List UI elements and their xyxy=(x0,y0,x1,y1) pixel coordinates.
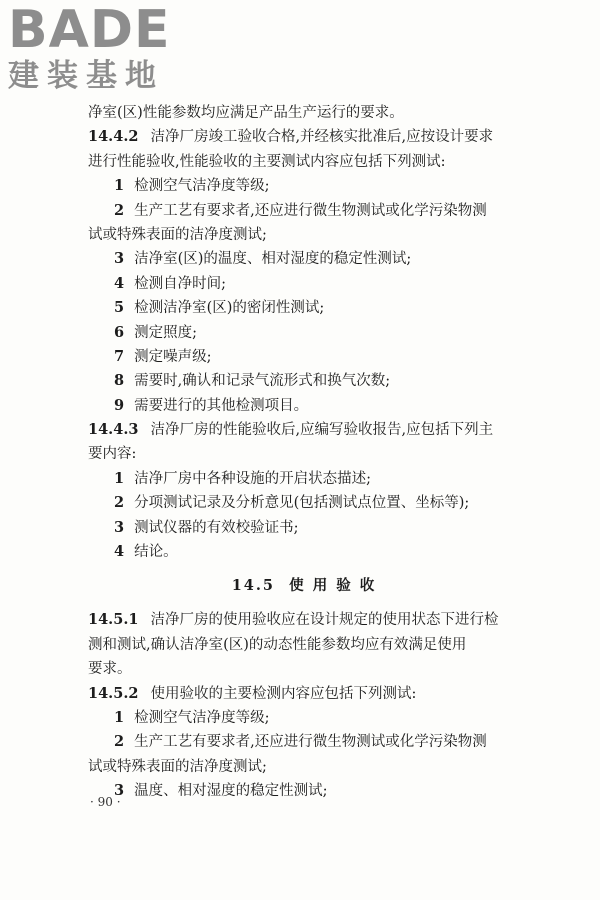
item-text-continuation: 试或特殊表面的洁净度测试; xyxy=(88,758,267,775)
item-number: 9 xyxy=(114,396,125,414)
item-number: 8 xyxy=(114,372,125,390)
clause-text-line: 进行性能验收,性能验收的主要测试内容应包括下列测试: xyxy=(88,153,446,170)
item-text: 测定噪声级; xyxy=(134,348,212,365)
clause-text-line: 要求。 xyxy=(88,661,132,678)
item-text: 结论。 xyxy=(134,544,178,561)
item-text: 测试仪器的有效校验证书; xyxy=(134,519,299,536)
clause-text-line: 测和测试,确认洁净室(区)的动态性能参数均应有效满足使用 xyxy=(88,636,467,653)
clause-14-5-1 xyxy=(88,608,520,632)
item-text: 检测空气洁净度等级; xyxy=(134,709,270,726)
item-number: 7 xyxy=(114,347,125,365)
logo-brand-cn: 建装基地 xyxy=(8,58,164,94)
clause-text-line: 要内容: xyxy=(88,446,137,463)
item-text: 检测洁净室(区)的密闭性测试; xyxy=(134,300,325,317)
clause-number: 14.4.3 xyxy=(88,421,139,439)
item-number: 5 xyxy=(114,299,125,317)
clause-text: 使用验收的主要检测内容应包括下列测试: xyxy=(150,685,417,702)
page-number: · 90 · xyxy=(90,795,121,809)
list-item xyxy=(88,730,520,754)
item-text: 洁净室(区)的温度、相对湿度的稳定性测试; xyxy=(134,251,412,268)
list-item xyxy=(88,706,520,730)
list-item xyxy=(88,247,520,271)
item-text-continuation: 试或特殊表面的洁净度测试; xyxy=(88,226,267,243)
item-text: 温度、相对湿度的稳定性测试; xyxy=(134,783,328,800)
item-text: 需要进行的其他检测项目。 xyxy=(134,397,309,414)
item-number: 2 xyxy=(114,201,125,219)
list-item xyxy=(88,369,520,393)
clause-14-5-2 xyxy=(88,682,520,706)
logo-brand-en: BADE xyxy=(8,0,171,60)
list-item xyxy=(88,540,520,564)
section-number: 14.5 xyxy=(231,577,276,595)
clause-text: 洁净厂房竣工验收合格,并经核实批准后,应按设计要求 xyxy=(150,129,494,146)
section-heading xyxy=(88,564,520,608)
brand-logo xyxy=(8,0,171,94)
item-number: 3 xyxy=(114,782,125,800)
list-item xyxy=(88,321,520,345)
clause-14-4-2 xyxy=(88,125,520,149)
clause-number: 14.5.1 xyxy=(88,611,139,629)
list-item xyxy=(88,199,520,223)
item-text: 检测自净时间; xyxy=(134,275,226,292)
item-text: 洁净厂房中各种设施的开启状态描述; xyxy=(134,470,371,487)
list-item xyxy=(88,345,520,369)
list-item xyxy=(88,296,520,320)
list-item xyxy=(88,516,520,540)
section-title: 使 用 验 收 xyxy=(289,577,377,595)
item-number: 1 xyxy=(114,177,125,195)
item-number: 3 xyxy=(114,250,125,268)
list-item xyxy=(88,174,520,198)
item-number: 1 xyxy=(114,708,125,726)
item-text: 检测空气洁净度等级; xyxy=(134,178,270,195)
item-number: 2 xyxy=(114,733,125,751)
paragraph-continuation: 净室(区)性能参数均应满足产品生产运行的要求。 xyxy=(88,105,404,121)
list-item xyxy=(88,779,520,803)
item-text: 测定照度; xyxy=(134,324,197,341)
item-number: 4 xyxy=(114,274,125,292)
list-item xyxy=(88,394,520,418)
clause-text: 洁净厂房的使用验收应在设计规定的使用状态下进行检 xyxy=(150,612,499,629)
clause-number: 14.5.2 xyxy=(88,684,139,702)
clause-text: 洁净厂房的性能验收后,应编写验收报告,应包括下列主 xyxy=(150,422,494,439)
item-number: 6 xyxy=(114,323,125,341)
item-text: 需要时,确认和记录气流形式和换气次数; xyxy=(134,373,391,390)
item-number: 2 xyxy=(114,494,125,512)
item-number: 4 xyxy=(114,543,125,561)
clause-14-4-3 xyxy=(88,418,520,442)
item-number: 3 xyxy=(114,518,125,536)
list-item xyxy=(88,491,520,515)
item-text: 生产工艺有要求者,还应进行微生物测试或化学污染物测 xyxy=(134,202,487,219)
list-item xyxy=(88,467,520,491)
item-number: 1 xyxy=(114,469,125,487)
item-text: 生产工艺有要求者,还应进行微生物测试或化学污染物测 xyxy=(134,734,487,751)
clause-number: 14.4.2 xyxy=(88,128,139,146)
list-item xyxy=(88,272,520,296)
document-body xyxy=(88,101,520,804)
item-text: 分项测试记录及分析意见(包括测试点位置、坐标等); xyxy=(134,495,470,512)
